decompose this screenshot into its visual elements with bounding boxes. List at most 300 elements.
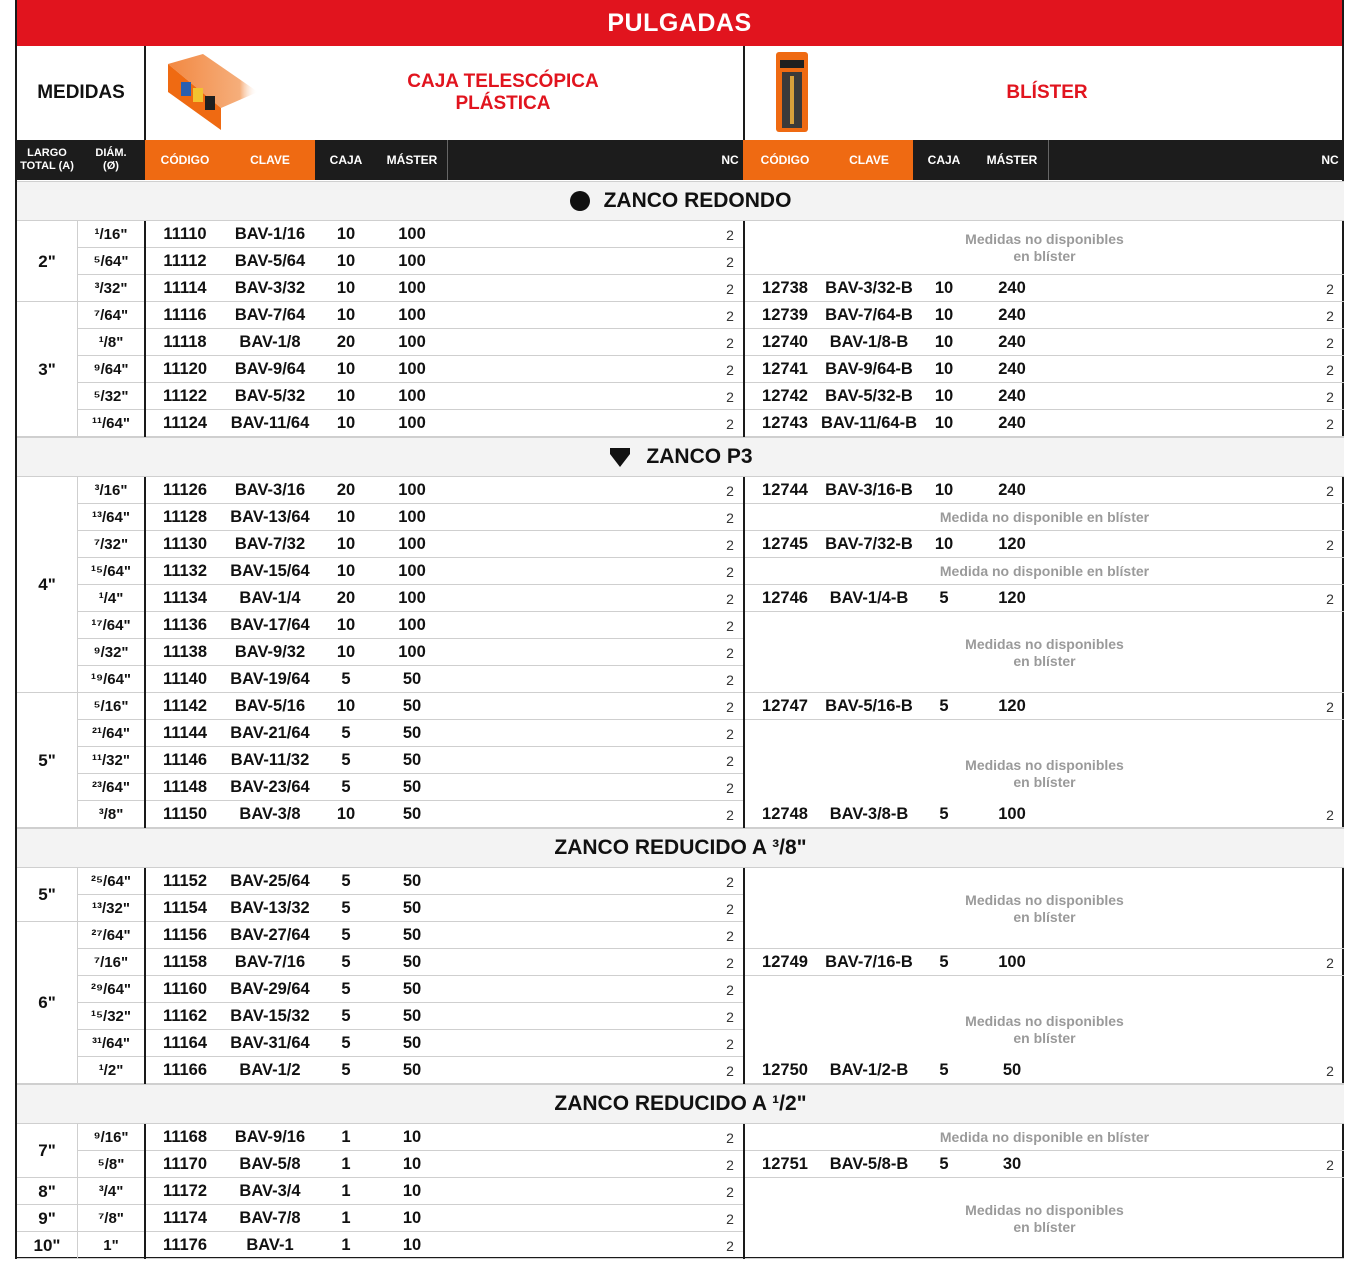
blister-clave-cell: BAV-11/64-B bbox=[821, 414, 917, 432]
codigo-cell: 11172 bbox=[162, 1182, 208, 1200]
master-cell: 10 bbox=[402, 1182, 422, 1200]
master-cell: 100 bbox=[398, 481, 426, 499]
row-divider bbox=[745, 827, 1344, 828]
blister-caja-cell: 10 bbox=[934, 279, 954, 297]
nc-cell: 2 bbox=[726, 900, 734, 917]
col-caja-blister: CAJA bbox=[927, 153, 961, 167]
codigo-cell: 11152 bbox=[162, 872, 208, 890]
blister-pack-image bbox=[772, 50, 812, 134]
caja-cell: 20 bbox=[336, 589, 356, 607]
largo-cell: 10" bbox=[33, 1235, 61, 1255]
master-cell: 100 bbox=[398, 414, 426, 432]
not-available-text: en blíster bbox=[1013, 1218, 1076, 1235]
codigo-cell: 11140 bbox=[162, 670, 208, 688]
nc-cell: 2 bbox=[726, 590, 734, 607]
clave-cell: BAV-19/64 bbox=[230, 670, 310, 688]
nc-cell: 2 bbox=[726, 1062, 734, 1079]
blister-nc-cell: 2 bbox=[1326, 280, 1334, 297]
master-cell: 50 bbox=[402, 1007, 422, 1025]
blister-clave-cell: BAV-5/16-B bbox=[825, 697, 913, 715]
diam-cell: ²¹/64" bbox=[92, 725, 130, 742]
blister-caja-cell: 5 bbox=[939, 697, 949, 715]
row-divider bbox=[745, 1258, 1344, 1259]
nc-cell: 2 bbox=[726, 226, 734, 243]
diam-cell: ²⁵/64" bbox=[90, 873, 131, 890]
diam-cell: 1" bbox=[103, 1237, 119, 1254]
divider bbox=[144, 1124, 146, 1259]
largo-cell: 9" bbox=[38, 1208, 56, 1228]
divider bbox=[743, 46, 745, 140]
section-header bbox=[17, 1084, 1344, 1124]
divider bbox=[77, 477, 78, 828]
caja-cell: 5 bbox=[341, 1034, 351, 1052]
nc-cell: 2 bbox=[726, 752, 734, 769]
master-cell: 50 bbox=[402, 751, 422, 769]
codigo-cell: 11138 bbox=[162, 643, 208, 661]
master-cell: 100 bbox=[398, 333, 426, 351]
blister-nc-cell: 2 bbox=[1326, 590, 1334, 607]
section-header bbox=[17, 437, 1344, 477]
caja-cell: 1 bbox=[341, 1155, 351, 1173]
not-available-text: Medida no disponible en blíster bbox=[939, 563, 1150, 579]
blister-caja-cell: 10 bbox=[934, 333, 954, 351]
master-cell: 100 bbox=[398, 252, 426, 270]
not-available-note bbox=[745, 868, 1344, 949]
diam-cell: ¹³/64" bbox=[92, 509, 130, 526]
clave-cell: BAV-11/32 bbox=[230, 751, 310, 769]
clave-cell: BAV-27/64 bbox=[230, 926, 310, 944]
col-master: MÁSTER bbox=[386, 153, 438, 167]
clave-cell: BAV-7/8 bbox=[239, 1209, 301, 1227]
largo-cell: 3" bbox=[38, 359, 56, 379]
caja-cell: 5 bbox=[341, 926, 351, 944]
clave-cell: BAV-23/64 bbox=[230, 778, 310, 796]
nc-cell: 2 bbox=[726, 981, 734, 998]
blister-clave-cell: BAV-7/16-B bbox=[825, 953, 913, 971]
blister-nc-cell: 2 bbox=[1326, 954, 1334, 971]
codigo-cell: 11110 bbox=[163, 225, 207, 243]
row-divider bbox=[17, 1083, 77, 1084]
blister-clave-cell: BAV-1/2-B bbox=[829, 1061, 909, 1079]
clave-cell: BAV-7/64 bbox=[234, 306, 306, 324]
blister-nc-cell: 2 bbox=[1326, 388, 1334, 405]
blister-nc-cell: 2 bbox=[1326, 415, 1334, 432]
nc-cell: 2 bbox=[726, 1156, 734, 1173]
largo-cell: 5" bbox=[38, 750, 56, 770]
blister-caja-cell: 10 bbox=[934, 481, 954, 499]
col-clave: CLAVE bbox=[250, 153, 290, 167]
codigo-cell: 11122 bbox=[162, 387, 208, 405]
clave-cell: BAV-3/4 bbox=[239, 1182, 301, 1200]
master-cell: 100 bbox=[398, 387, 426, 405]
nc-cell: 2 bbox=[726, 617, 734, 634]
caja-cell: 5 bbox=[341, 724, 351, 742]
master-cell: 100 bbox=[398, 279, 426, 297]
diam-cell: ²³/64" bbox=[92, 779, 130, 796]
clave-cell: BAV-9/16 bbox=[234, 1128, 306, 1146]
row-divider bbox=[77, 827, 744, 828]
largo-cell: 7" bbox=[38, 1141, 56, 1160]
blister-nc-cell: 2 bbox=[1326, 1062, 1334, 1079]
codigo-cell: 11174 bbox=[162, 1209, 208, 1227]
divider bbox=[77, 868, 78, 1084]
diam-cell: ⁷/32" bbox=[93, 536, 129, 553]
blister-master-cell: 240 bbox=[998, 279, 1026, 297]
blister-clave-cell: BAV-7/64-B bbox=[825, 306, 913, 324]
caja-title: CAJA TELESCÓPICA PLÁSTICA bbox=[407, 71, 599, 114]
nc-cell: 2 bbox=[726, 361, 734, 378]
codigo-cell: 11130 bbox=[162, 535, 208, 553]
codigo-cell: 11118 bbox=[163, 333, 207, 351]
nc-cell: 2 bbox=[726, 334, 734, 351]
clave-cell: BAV-15/32 bbox=[230, 1007, 310, 1025]
not-available-note bbox=[745, 720, 1344, 828]
row-divider bbox=[77, 1258, 744, 1259]
row-divider bbox=[17, 436, 77, 437]
nc-cell: 2 bbox=[726, 725, 734, 742]
largo-label-1: LARGO bbox=[27, 147, 67, 159]
nc-cell: 2 bbox=[726, 280, 734, 297]
largo-label-2: TOTAL (A) bbox=[20, 160, 74, 172]
master-cell: 100 bbox=[398, 360, 426, 378]
blister-master-cell: 120 bbox=[998, 535, 1026, 553]
nc-cell: 2 bbox=[726, 806, 734, 823]
codigo-cell: 11126 bbox=[162, 481, 208, 499]
diam-cell: ⁹/64" bbox=[93, 361, 129, 378]
blister-clave-cell: BAV-1/8-B bbox=[829, 333, 909, 351]
plastic-box-image bbox=[163, 52, 263, 132]
not-available-text: Medidas no disponibles bbox=[965, 231, 1124, 247]
blister-codigo-cell: 12738 bbox=[762, 279, 808, 297]
not-available-note bbox=[745, 504, 1344, 531]
page-title: PULGADAS bbox=[17, 0, 1342, 46]
section-title: ZANCO REDUCIDO A ³/8" bbox=[554, 836, 807, 859]
nc-cell: 2 bbox=[726, 1129, 734, 1146]
largo-cell: 5" bbox=[38, 885, 56, 904]
master-cell: 50 bbox=[402, 778, 422, 796]
caja-cell: 10 bbox=[336, 387, 356, 405]
caja-cell: 5 bbox=[341, 778, 351, 796]
blister-clave-cell: BAV-5/8-B bbox=[829, 1155, 909, 1173]
diam-cell: ⁷/64" bbox=[93, 307, 129, 324]
blister-master-cell: 240 bbox=[998, 306, 1026, 324]
nc-cell: 2 bbox=[726, 509, 734, 526]
caja-cell: 10 bbox=[336, 252, 356, 270]
master-cell: 50 bbox=[402, 670, 422, 688]
product-table-sheet bbox=[15, 0, 1344, 1259]
blister-nc-cell: 2 bbox=[1326, 361, 1334, 378]
blister-nc-cell: 2 bbox=[1326, 806, 1334, 823]
row-divider bbox=[77, 1083, 744, 1084]
clave-cell: BAV-11/64 bbox=[230, 414, 310, 432]
master-cell: 100 bbox=[398, 225, 426, 243]
clave-cell: BAV-15/64 bbox=[230, 562, 310, 580]
caja-cell: 5 bbox=[341, 670, 351, 688]
caja-cell: 10 bbox=[336, 360, 356, 378]
not-available-text: Medidas no disponibles bbox=[965, 757, 1124, 773]
col-caja: CAJA bbox=[329, 153, 363, 167]
blister-codigo-cell: 12748 bbox=[762, 805, 808, 823]
diam-cell: ¹⁷/64" bbox=[91, 617, 131, 634]
blister-caja-cell: 5 bbox=[939, 1155, 949, 1173]
caja-cell: 10 bbox=[336, 616, 356, 634]
caja-cell: 10 bbox=[336, 508, 356, 526]
diam-cell: ³/8" bbox=[98, 806, 124, 823]
nc-cell: 2 bbox=[726, 1237, 734, 1254]
caja-cell: 20 bbox=[336, 481, 356, 499]
row-divider bbox=[745, 948, 1344, 949]
master-cell: 100 bbox=[398, 508, 426, 526]
blister-caja-cell: 10 bbox=[934, 306, 954, 324]
blister-master-cell: 100 bbox=[998, 953, 1026, 971]
not-available-text: Medidas no disponibles bbox=[965, 891, 1124, 908]
codigo-cell: 11148 bbox=[162, 778, 208, 796]
codigo-cell: 11124 bbox=[162, 414, 208, 432]
codigo-cell: 11144 bbox=[162, 724, 208, 742]
not-available-text: Medida no disponible en blíster bbox=[939, 1129, 1150, 1145]
caja-cell: 10 bbox=[336, 805, 356, 823]
master-cell: 10 bbox=[402, 1209, 422, 1227]
blister-clave-cell: BAV-5/32-B bbox=[825, 387, 913, 405]
nc-cell: 2 bbox=[726, 927, 734, 944]
not-available-text: Medidas no disponibles bbox=[965, 1013, 1124, 1029]
blister-codigo-cell: 12746 bbox=[762, 589, 808, 607]
caja-cell: 10 bbox=[336, 643, 356, 661]
nc-cell: 2 bbox=[726, 779, 734, 796]
divider bbox=[1048, 140, 1049, 180]
codigo-cell: 11176 bbox=[162, 1236, 208, 1254]
section-header bbox=[17, 828, 1344, 868]
clave-cell: BAV-1/16 bbox=[234, 225, 306, 243]
caja-cell: 10 bbox=[336, 414, 356, 432]
nc-cell: 2 bbox=[726, 1183, 734, 1200]
row-divider bbox=[745, 584, 1344, 585]
master-cell: 50 bbox=[402, 1061, 422, 1079]
blister-codigo-cell: 12744 bbox=[762, 481, 808, 499]
master-cell: 100 bbox=[398, 562, 426, 580]
not-available-note bbox=[745, 1178, 1344, 1259]
blister-clave-cell: BAV-1/4-B bbox=[829, 589, 909, 607]
caja-cell: 10 bbox=[336, 225, 356, 243]
clave-cell: BAV-5/32 bbox=[234, 387, 306, 405]
nc-cell: 2 bbox=[726, 482, 734, 499]
diam-cell: ⁵/8" bbox=[97, 1156, 125, 1173]
diam-cell: ⁹/16" bbox=[93, 1129, 129, 1146]
blister-master-cell: 120 bbox=[998, 589, 1026, 607]
section-title: ZANCO P3 bbox=[646, 445, 753, 468]
divider bbox=[144, 477, 146, 828]
clave-cell: BAV-3/32 bbox=[234, 279, 306, 297]
codigo-cell: 11164 bbox=[162, 1034, 208, 1052]
diam-cell: ¹/2" bbox=[98, 1062, 124, 1079]
master-cell: 100 bbox=[398, 616, 426, 634]
diam-cell: ¹/16" bbox=[94, 226, 128, 243]
codigo-cell: 11166 bbox=[162, 1061, 208, 1079]
codigo-cell: 11156 bbox=[162, 926, 208, 944]
blister-master-cell: 240 bbox=[998, 333, 1026, 351]
blister-codigo-cell: 12739 bbox=[762, 306, 808, 324]
col-clave-blister: CLAVE bbox=[849, 153, 889, 167]
row-divider bbox=[745, 530, 1344, 531]
nc-cell: 2 bbox=[726, 698, 734, 715]
section-title: ZANCO REDUCIDO A ¹/2" bbox=[554, 1092, 807, 1115]
blister-codigo-cell: 12741 bbox=[762, 360, 808, 378]
clave-cell: BAV-1/2 bbox=[239, 1061, 301, 1079]
divider bbox=[144, 46, 146, 140]
not-available-text: Medidas no disponibles bbox=[965, 635, 1124, 652]
diam-cell: ²⁹/64" bbox=[90, 981, 132, 998]
not-available-text: Medidas no disponibles bbox=[965, 1201, 1124, 1218]
blister-nc-cell: 2 bbox=[1326, 536, 1334, 553]
row-divider bbox=[745, 436, 1344, 437]
largo-cell: 4" bbox=[38, 575, 56, 594]
blister-nc-cell: 2 bbox=[1326, 1156, 1334, 1173]
not-available-note bbox=[745, 976, 1344, 1084]
nc-cell: 2 bbox=[726, 1008, 734, 1025]
nc-cell: 2 bbox=[726, 307, 734, 324]
clave-cell: BAV-7/16 bbox=[234, 953, 306, 971]
codigo-cell: 11116 bbox=[163, 306, 207, 324]
diam-cell: ⁵/64" bbox=[93, 253, 129, 270]
col-nc: NC bbox=[721, 153, 739, 167]
not-available-note bbox=[745, 558, 1344, 585]
clave-cell: BAV-5/16 bbox=[234, 697, 306, 715]
blister-codigo-cell: 12742 bbox=[762, 387, 808, 405]
largo-cell: 6" bbox=[38, 993, 56, 1012]
not-available-text: en blíster bbox=[1013, 908, 1076, 925]
col-codigo: CÓDIGO bbox=[160, 153, 210, 167]
master-cell: 10 bbox=[402, 1236, 422, 1254]
caja-cell: 1 bbox=[341, 1182, 351, 1200]
codigo-cell: 11128 bbox=[162, 508, 208, 526]
shield-icon bbox=[608, 446, 632, 468]
master-cell: 50 bbox=[402, 697, 422, 715]
clave-cell: BAV-1/8 bbox=[239, 333, 301, 351]
master-cell: 50 bbox=[402, 724, 422, 742]
diam-cell: ⁵/32" bbox=[93, 388, 129, 405]
diam-cell: ³/32" bbox=[94, 280, 128, 297]
master-cell: 50 bbox=[402, 805, 422, 823]
nc-cell: 2 bbox=[726, 1210, 734, 1227]
blister-master-cell: 100 bbox=[998, 805, 1026, 823]
codigo-cell: 11146 bbox=[162, 751, 208, 769]
codigo-cell: 11162 bbox=[162, 1007, 208, 1025]
largo-cell: 2" bbox=[38, 251, 56, 271]
clave-cell: BAV-25/64 bbox=[230, 872, 310, 890]
codigo-cell: 11132 bbox=[162, 562, 208, 580]
master-cell: 10 bbox=[402, 1155, 422, 1173]
caja-cell: 10 bbox=[336, 562, 356, 580]
blister-clave-cell: BAV-9/64-B bbox=[825, 360, 913, 378]
blister-master-cell: 240 bbox=[998, 414, 1026, 432]
diam-cell: ¹⁵/32" bbox=[90, 1008, 131, 1025]
codigo-cell: 11136 bbox=[162, 616, 208, 634]
section-title: ZANCO REDONDO bbox=[603, 189, 792, 212]
clave-cell: BAV-3/8 bbox=[239, 805, 301, 823]
clave-cell: BAV-21/64 bbox=[230, 724, 310, 742]
diam-cell: ³¹/64" bbox=[92, 1035, 130, 1052]
caja-cell: 1 bbox=[341, 1236, 351, 1254]
blister-caja-cell: 5 bbox=[939, 805, 949, 823]
codigo-cell: 11170 bbox=[162, 1155, 208, 1173]
blister-nc-cell: 2 bbox=[1326, 307, 1334, 324]
row-divider bbox=[745, 1150, 1344, 1151]
blister-caja-cell: 10 bbox=[934, 414, 954, 432]
master-cell: 100 bbox=[398, 643, 426, 661]
blister-codigo-cell: 12751 bbox=[762, 1155, 808, 1173]
master-cell: 50 bbox=[402, 1034, 422, 1052]
diam-cell: ¹/8" bbox=[98, 334, 124, 351]
row-divider bbox=[745, 274, 1344, 275]
nc-cell: 2 bbox=[726, 253, 734, 270]
codigo-cell: 11120 bbox=[162, 360, 208, 378]
clave-cell: BAV-13/32 bbox=[230, 899, 310, 917]
not-available-text: en blíster bbox=[1013, 774, 1076, 790]
blister-caja-cell: 10 bbox=[934, 387, 954, 405]
diam-cell: ⁹/32" bbox=[93, 644, 129, 661]
master-cell: 50 bbox=[402, 953, 422, 971]
codigo-cell: 11112 bbox=[163, 252, 207, 270]
clave-cell: BAV-5/8 bbox=[239, 1155, 301, 1173]
caja-cell: 10 bbox=[336, 535, 356, 553]
clave-cell: BAV-29/64 bbox=[230, 980, 310, 998]
nc-cell: 2 bbox=[726, 415, 734, 432]
diam-cell: ¹⁹/64" bbox=[90, 671, 132, 688]
master-cell: 50 bbox=[402, 926, 422, 944]
codigo-cell: 11158 bbox=[162, 953, 208, 971]
clave-cell: BAV-1 bbox=[246, 1236, 294, 1254]
caja-cell: 5 bbox=[341, 751, 351, 769]
blister-codigo-cell: 12747 bbox=[762, 697, 808, 715]
row-divider bbox=[17, 827, 77, 828]
diam-cell: ¹¹/64" bbox=[92, 415, 130, 432]
row-divider bbox=[745, 1083, 1344, 1084]
not-available-note bbox=[745, 221, 1344, 275]
blister-caja-cell: 5 bbox=[939, 953, 949, 971]
blister-codigo-cell: 12743 bbox=[762, 414, 808, 432]
diam-cell: ¹⁵/64" bbox=[90, 563, 131, 580]
not-available-text: en blíster bbox=[1013, 248, 1076, 264]
codigo-cell: 11114 bbox=[163, 279, 207, 297]
blister-clave-cell: BAV-3/32-B bbox=[825, 279, 913, 297]
divider bbox=[447, 140, 448, 180]
caja-cell: 5 bbox=[341, 953, 351, 971]
not-available-text: en blíster bbox=[1013, 652, 1076, 669]
diam-cell: ³/4" bbox=[98, 1183, 124, 1200]
blister-master-cell: 120 bbox=[998, 697, 1026, 715]
clave-cell: BAV-9/32 bbox=[234, 643, 306, 661]
codigo-cell: 11142 bbox=[162, 697, 208, 715]
blister-nc-cell: 2 bbox=[1326, 334, 1334, 351]
blister-caja-cell: 10 bbox=[934, 535, 954, 553]
blister-codigo-cell: 12745 bbox=[762, 535, 808, 553]
blister-master-cell: 240 bbox=[998, 360, 1026, 378]
nc-cell: 2 bbox=[726, 644, 734, 661]
clave-cell: BAV-17/64 bbox=[230, 616, 310, 634]
divider bbox=[77, 221, 78, 437]
blister-clave-cell: BAV-3/16-B bbox=[825, 481, 913, 499]
caja-cell: 10 bbox=[336, 306, 356, 324]
blister-clave-cell: BAV-7/32-B bbox=[825, 535, 913, 553]
row-divider bbox=[77, 436, 744, 437]
caja-cell: 5 bbox=[341, 1061, 351, 1079]
blister-title: BLÍSTER bbox=[1006, 82, 1088, 103]
diam-cell: ³/16" bbox=[94, 482, 128, 499]
master-cell: 50 bbox=[402, 899, 422, 917]
caja-cell: 5 bbox=[341, 980, 351, 998]
clave-cell: BAV-7/32 bbox=[234, 535, 306, 553]
diam-cell: ¹¹/32" bbox=[92, 752, 130, 769]
